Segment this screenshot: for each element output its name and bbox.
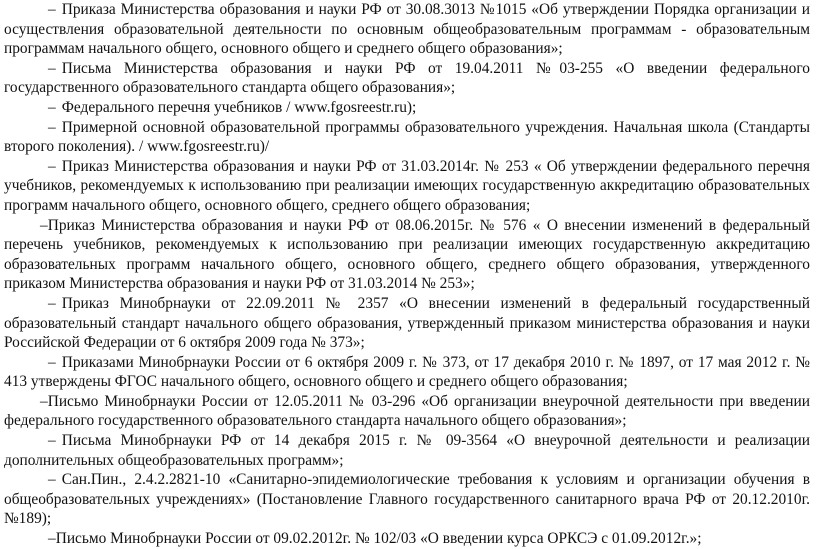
list-dash: – xyxy=(48,294,56,312)
list-dash: – xyxy=(48,471,56,489)
list-dash: – xyxy=(48,118,56,136)
list-item xyxy=(4,157,810,216)
list-dash: – xyxy=(40,216,48,234)
list-item xyxy=(4,59,810,98)
list-item-text: Письмо Минобрнауки России от 12.05.2011 № 03-296 «Об организации внеурочной деятельности при введении федерального государственного образовательного стандарта начального общего образования»; xyxy=(4,392,810,430)
list-item-text: Письма Минобрнауки РФ от 14 декабря 2015 г. № 09-3564 «О внеурочной деятельности и реализации дополнительных общеобразовательных программ»; xyxy=(4,432,810,469)
list-item-text: Приказ Министерства образования и науки РФ от 08.06.2015г. № 576 « О внесении изменений в федеральный перечень учебников, рекомендуемых к использованию при реализации имеющих государственную аккредитацию образовательных программ начального общего, основного общего, среднего общего образования, утвержденного приказом Министерства образования и науки РФ от 31.03.2014 № 253»; xyxy=(4,216,810,293)
list-item xyxy=(4,392,810,431)
list-item xyxy=(4,118,810,157)
list-item-text: Сан.Пин., 2.4.2.2821-10 «Санитарно-эпидемиологические требования к условиям и организации обучения в общеобразовательных учреждениях» (Постановление Главного государственного санитарного врача РФ от 20.12.2010г. №189); xyxy=(4,471,810,528)
list-item-text: Письмо Минобрнауки России от 09.02.2012г. № 102/03 «О введении курса ОРКСЭ с 01.09.2012г.»; xyxy=(55,530,702,548)
list-item xyxy=(4,216,810,294)
list-item xyxy=(4,431,810,470)
list-dash: – xyxy=(48,157,56,175)
list-item-text: Приказа Министерства образования и науки РФ от 30.08.3013 №1015 «Об утверждении Порядка организации и осуществления образовательной деятельности по основным общеобразовательным программам - образовательным программам начального общего, основного общего и среднего общего образования»; xyxy=(4,1,810,58)
list-dash: – xyxy=(48,98,56,116)
list-item xyxy=(4,98,810,118)
list-item xyxy=(4,294,810,353)
list-item xyxy=(4,353,810,392)
list-dash: – xyxy=(48,59,56,77)
list-item xyxy=(4,470,810,529)
list-item-text: Приказами Минобрнауки России от 6 октября 2009 г. № 373, от 17 декабря 2010 г. № 1897, от 17 мая 2012 г. № 413 утверждены ФГОС начального общего, основного общего и среднего общего образования; xyxy=(4,353,810,391)
list-dash: – xyxy=(48,1,56,18)
list-item xyxy=(4,0,810,59)
list-dash: – xyxy=(40,392,48,410)
list-item-text: Приказ Минобрнауки от 22.09.2011 № 2357 «О внесении изменений в федеральный государственный образовательный стандарт начального общего образования, утвержденный приказом министерства образования и науки Российской Федерации от 6 октября 2009 года № 373»; xyxy=(4,294,810,352)
list-item-text: Примерной основной образовательной программы образовательного учреждения. Начальная школа (Стандарты второго поколения). / www.fgosreestr.ru)/ xyxy=(4,118,810,156)
list-item xyxy=(4,529,810,549)
list-dash: – xyxy=(48,530,56,548)
list-dash: – xyxy=(48,432,56,450)
list-item-text: Приказ Министерства образования и науки РФ от 31.03.2014г. № 253 « Об утверждении федерального перечня учебников, рекомендуемых к использованию при реализации имеющих государственную аккредитацию образовательных программ начального общего, основного общего, среднего общего образования; xyxy=(4,157,810,214)
list-dash: – xyxy=(48,353,56,371)
list-item-text: Федерального перечня учебников / www.fgosreestr.ru); xyxy=(61,98,417,116)
list-item-text: Письма Министерства образования и науки РФ от 19.04.2011 №03-255 «О введении федерального государственного образовательного стандарта общего образования»; xyxy=(4,59,810,97)
